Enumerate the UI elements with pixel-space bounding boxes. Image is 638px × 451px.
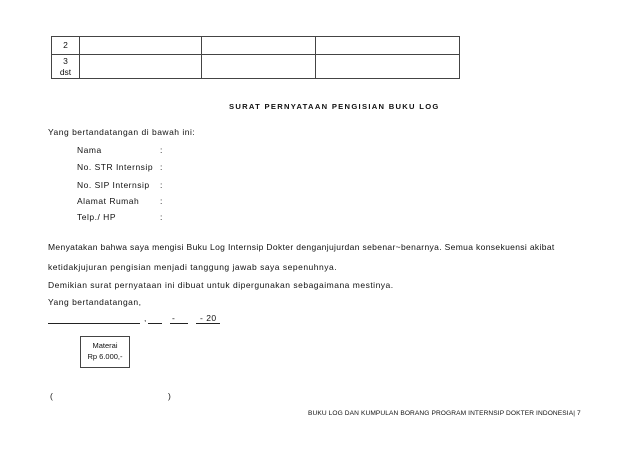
row-number: 2 xyxy=(52,37,80,55)
table-cell xyxy=(316,37,460,55)
intro-text: Yang bertandatangan di bawah ini: xyxy=(48,127,196,137)
signoff-text: Yang bertandatangan, xyxy=(48,297,142,307)
field-label-telp: Telp./ HP xyxy=(77,212,116,222)
year-underline xyxy=(196,323,220,324)
field-label-alamat: Alamat Rumah xyxy=(77,196,140,206)
table-cell xyxy=(80,55,202,79)
row-number xyxy=(52,55,80,79)
date-year-prefix: - 20 xyxy=(200,313,217,323)
field-colon: : xyxy=(160,145,163,155)
table-cell xyxy=(202,55,316,79)
table-row xyxy=(52,55,460,79)
date-dash: - xyxy=(172,313,176,323)
materai-label: Materai xyxy=(92,341,118,350)
closing-text: Demikian surat pernyataan ini dibuat untuk dipergunakan sebagaimana mestinya. xyxy=(48,280,394,290)
statement-line-2: ketidakjujuran pengisian menjadi tanggung jawab saya sepenuhnya. xyxy=(48,262,338,272)
place-underline xyxy=(48,323,140,324)
field-colon: : xyxy=(160,196,163,206)
page-title: SURAT PERNYATAAN PENGISIAN BUKU LOG xyxy=(229,102,440,111)
date-comma: , xyxy=(144,313,147,323)
materai-value: Rp 6.000,- xyxy=(87,352,123,361)
table-row xyxy=(52,37,460,55)
row-number-line: dst xyxy=(59,66,72,77)
field-colon: : xyxy=(160,212,163,222)
materai-box xyxy=(80,336,130,368)
field-label-nama: Nama xyxy=(77,145,102,155)
statement-line-1: Menyatakan bahwa saya mengisi Buku Log Internsip Dokter denganjujurdan sebenar~benarnya. Semua konsekuensi akibat xyxy=(48,242,555,252)
field-colon: : xyxy=(160,180,163,190)
day-underline xyxy=(148,323,162,324)
name-bracket-close: ) xyxy=(168,391,172,401)
table-cell xyxy=(202,37,316,55)
page-footer: BUKU LOG DAN KUMPULAN BORANG PROGRAM INTERNSIP DOKTER INDONESIA| 7 xyxy=(308,410,581,417)
row-number-line: 3 xyxy=(63,55,68,66)
field-colon: : xyxy=(160,162,163,172)
log-table xyxy=(51,36,460,79)
month-underline xyxy=(170,323,188,324)
table-cell xyxy=(80,37,202,55)
table-cell xyxy=(316,55,460,79)
field-label-sip: No. SIP Internsip xyxy=(77,180,150,190)
field-label-str: No. STR Internsip xyxy=(77,162,154,172)
name-bracket-open: ( xyxy=(50,391,54,401)
